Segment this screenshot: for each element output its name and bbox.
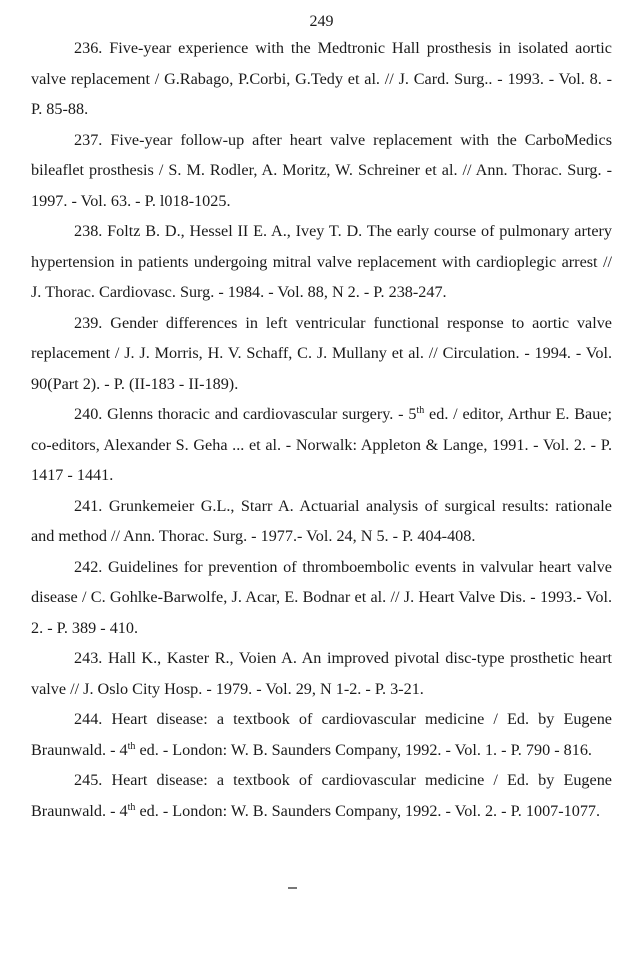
reference-item: [31, 308, 612, 400]
reference-text-continued: ed. - London: W. B. Saunders Company, 1992. - Vol. 2. - P. 1007-1077.: [135, 801, 601, 820]
scan-artifact-mark: [288, 887, 297, 889]
reference-superscript: th: [127, 740, 136, 752]
reference-item: [31, 704, 612, 765]
reference-item: [31, 765, 612, 826]
reference-text-continued: ed. / editor, Arthur E. Baue; co-editors, Alexander S. Geha ... et al. - Norwalk: Appleton & Lange, 1991. - Vol. 2. - P. 1417 - 1441.: [31, 405, 613, 484]
reference-item: [31, 216, 612, 308]
reference-superscript: th: [127, 801, 136, 813]
reference-text: 242. Guidelines for prevention of thromboembolic events in valvular heart valve disease / C. Gohlke-Barwolfe, J. Acar, E. Bodnar et al. // J. Heart Valve Dis. - 1993.- Vol. 2. - P. 389 - 410.: [31, 557, 612, 637]
reference-text: 243. Hall K., Kaster R., Voien A. An improved pivotal disc-type prosthetic heart valve // J. Oslo City Hosp. - 1979. - Vol. 29, N 1-2. - P. 3-21.: [31, 649, 612, 698]
reference-text: 244. Heart disease: a textbook of cardiovascular medicine / Ed. by Eugene Braunwald. - 4: [31, 710, 612, 759]
reference-superscript: th: [416, 405, 425, 416]
page-number: 249: [309, 13, 334, 30]
reference-item: [31, 552, 612, 644]
reference-text: 238. Foltz B. D., Hessel II E. A., Ivey T. D. The early course of pulmonary artery hypertension in patients undergoing mitral valve replacement with cardioplegic arrest // J. Thorac. Cardiovasc. Surg. - 1984. - Vol. 88, N 2. - P. 238-247.: [31, 222, 612, 301]
reference-text-continued: ed. - London: W. B. Saunders Company, 1992. - Vol. 1. - P. 790 - 816.: [135, 740, 592, 759]
reference-item: [31, 125, 612, 217]
reference-text: 236. Five-year experience with the Medtronic Hall prosthesis in isolated aortic valve replacement / G.Rabago, P.Corbi, G.Tedy et al. // J. Card. Surg.. - 1993. - Vol. 8. - P. 85-88.: [31, 39, 612, 118]
reference-text: 240. Glenns thoracic and cardiovascular surgery. - 5: [74, 405, 417, 423]
reference-text: 245. Heart disease: a textbook of cardiovascular medicine / Ed. by Eugene Braunwald. - 4: [31, 771, 612, 820]
reference-text: 239. Gender differences in left ventricular functional response to aortic valve replacement / J. J. Morris, H. V. Schaff, C. J. Mullany et al. // Circulation. - 1994. - Vol. 90(Part 2). - P. (II-183 - II-189).: [31, 313, 612, 393]
reference-text: 237. Five-year follow-up after heart valve replacement with the CarboMedics bileaflet prosthesis / S. M. Rodler, A. Moritz, W. Schreiner et al. // Ann. Thorac. Surg. - 1997. - Vol. 63. - P. l018-1025.: [31, 130, 612, 210]
reference-item: [31, 399, 612, 491]
reference-text: 241. Grunkemeier G.L., Starr A. Actuarial analysis of surgical results: rationale and method // Ann. Thorac. Surg. - 1977.- Vol. 24, N 5. - P. 404-408.: [31, 496, 612, 545]
reference-item: [31, 491, 612, 552]
reference-item: [31, 643, 612, 704]
reference-list: [31, 33, 612, 826]
reference-item: [31, 33, 612, 125]
